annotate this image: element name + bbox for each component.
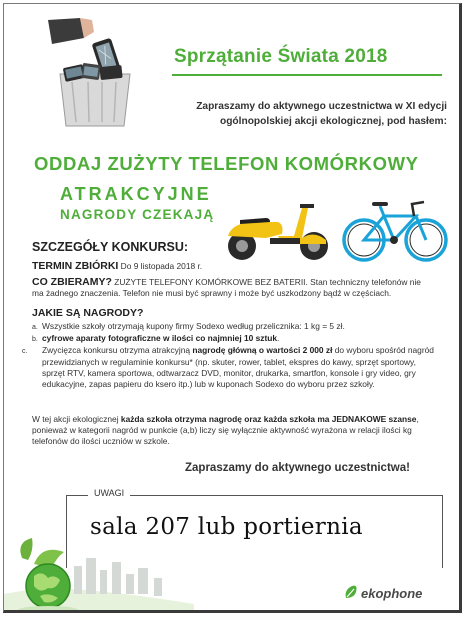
list-marker: a. bbox=[32, 324, 38, 331]
prize-item-c-post: do wyboru spośród nagród przewidzianych w regulaminie konkursu* (np. skuter, rower, tablet, ekspres do kawy, sprzęt sportowy, sprzęt RTV, kamera sportowa, odtwarzacz DVD, monitor, drukarka, smartfon, konsole i gry video, gry edukacyjne, zapas papieru do ksero itp.) lub w kuponach Sodexo do wyboru przez szkoły. bbox=[42, 345, 434, 389]
prizes-label: JAKIE SĄ NAGRODY? bbox=[32, 307, 144, 319]
title-divider bbox=[172, 74, 442, 76]
poster-title: Sprzątanie Świata 2018 bbox=[174, 46, 388, 67]
prize-item-c bbox=[22, 345, 440, 390]
prize-item-c-pre: Zwycięzca konkursu otrzyma atrakcyjną bbox=[42, 345, 193, 355]
closing-post: , ponieważ w kategorii nagród w punkcie (a,b) liczy się wyłącznie aktywność wyrażona w relacji ilości kg telefonów do ilości uczniów w szkole. bbox=[32, 414, 419, 446]
globe-icon bbox=[4, 524, 194, 613]
details-title: SZCZEGÓŁY KONKURSU: bbox=[32, 240, 189, 254]
closing-pre: W tej akcji ekologicznej bbox=[32, 414, 121, 424]
prizes-line-2: NAGRODY CZEKAJĄ bbox=[60, 207, 215, 222]
poster bbox=[3, 3, 462, 613]
handwritten-note: sala 207 lub portiernia bbox=[90, 514, 363, 540]
deadline-line bbox=[32, 261, 432, 272]
scooter-icon bbox=[222, 200, 334, 264]
collect-label: CO ZBIERAMY? bbox=[32, 276, 112, 288]
deadline-text: Do 9 listopada 2018 r. bbox=[118, 261, 203, 271]
prizes-line-1: ATRAKCYJNE bbox=[60, 184, 212, 204]
invite-text: Zapraszamy do aktywnego uczestnictwa! bbox=[185, 462, 410, 474]
prize-item-b-bold: cyfrowe aparaty fotograficzne w ilości co najmniej 10 sztuk bbox=[42, 333, 278, 343]
list-marker: c. bbox=[22, 348, 28, 355]
list-marker: b. bbox=[32, 336, 38, 343]
intro-text: Zapraszamy do aktywnego uczestnictwa w XI edycji ogólnopolskiej akcji ekologicznej, pod hasłem: bbox=[196, 101, 447, 127]
closing-bold: każda szkoła otrzyma nagrodę oraz każda szkoła ma JEDNAKOWE szanse bbox=[120, 414, 417, 424]
ekophone-logo-icon bbox=[344, 584, 358, 600]
prize-item-b-post: . bbox=[277, 333, 280, 343]
collect-paragraph bbox=[32, 277, 434, 299]
notes-label: UWAGI bbox=[88, 488, 130, 498]
prize-item-a bbox=[32, 321, 434, 333]
deadline-label: TERMIN ZBIÓRKI bbox=[32, 260, 119, 272]
prize-item-c-bold: nagrodę główną o wartości 2 000 zł bbox=[192, 345, 333, 355]
headline: ODDAJ ZUŻYTY TELEFON KOMÓRKOWY bbox=[34, 153, 419, 174]
prize-item-a-text: Wszystkie szkoły otrzymają kupony firmy Sodexo według przelicznika: 1 kg = 5 zł. bbox=[42, 321, 345, 331]
collect-text: ZUŻYTE TELEFONY KOMÓRKOWE BEZ BATERII. Stan techniczny telefonów nie ma żadnego znaczenia. Telefon nie musi być sprawny i może być uszkodzony bądź w częściach. bbox=[32, 277, 421, 298]
bicycle-icon bbox=[340, 192, 450, 264]
prize-item-b bbox=[32, 333, 434, 345]
closing-paragraph bbox=[32, 414, 434, 447]
ekophone-logo: ekophone bbox=[361, 586, 423, 601]
trash-bin-phones-icon bbox=[48, 10, 143, 128]
